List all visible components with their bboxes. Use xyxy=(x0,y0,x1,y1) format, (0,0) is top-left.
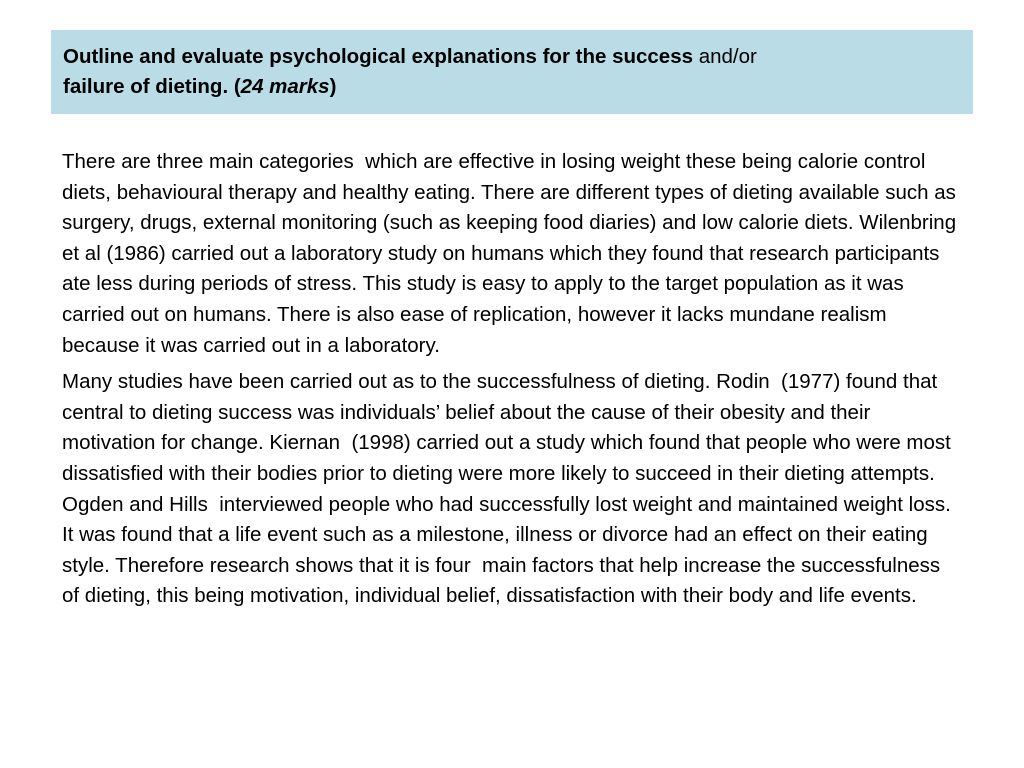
title-bold-part: Outline and evaluate psychological explanations for the success xyxy=(63,45,693,68)
essay-body xyxy=(62,147,968,612)
title-line2-bold: failure of dieting. ( xyxy=(63,75,241,98)
essay-paragraph-1: There are three main categories which are effective in losing weight these being calorie control diets, behavioural therapy and healthy eating. There are different types of dieting available such as surgery, drugs, external monitoring (such as keeping food diaries) and low calorie diets. Wilenbring et al (1986) carried out a laboratory study on humans which they found that research participants ate less during periods of stress. This study is easy to apply to the target population as it was carried out on humans. There is also ease of replication, however it lacks mundane realism because it was carried out in a laboratory. xyxy=(62,150,968,357)
title-close-paren: ) xyxy=(329,75,337,98)
question-header xyxy=(51,30,973,114)
question-title xyxy=(63,42,959,102)
marks-label: 24 marks xyxy=(240,75,330,98)
title-normal-part: and/or xyxy=(693,45,757,68)
essay-paragraph-2: Many studies have been carried out as to the successfulness of dieting. Rodin (1977) found that central to dieting success was individuals’ belief about the cause of their obesity and their motivation for change. Kiernan (1998) carried out a study which found that people who were most dissatisfied with their bodies prior to dieting were more likely to succeed in their dieting attempts. Ogden and Hills interviewed people who had successfully lost weight and maintained weight loss. It was found that a life event such as a milestone, illness or divorce had an effect on their eating style. Therefore research shows that it is four main factors that help increase the successfulness of dieting, this being motivation, individual belief, dissatisfaction with their body and life events. xyxy=(62,370,957,608)
